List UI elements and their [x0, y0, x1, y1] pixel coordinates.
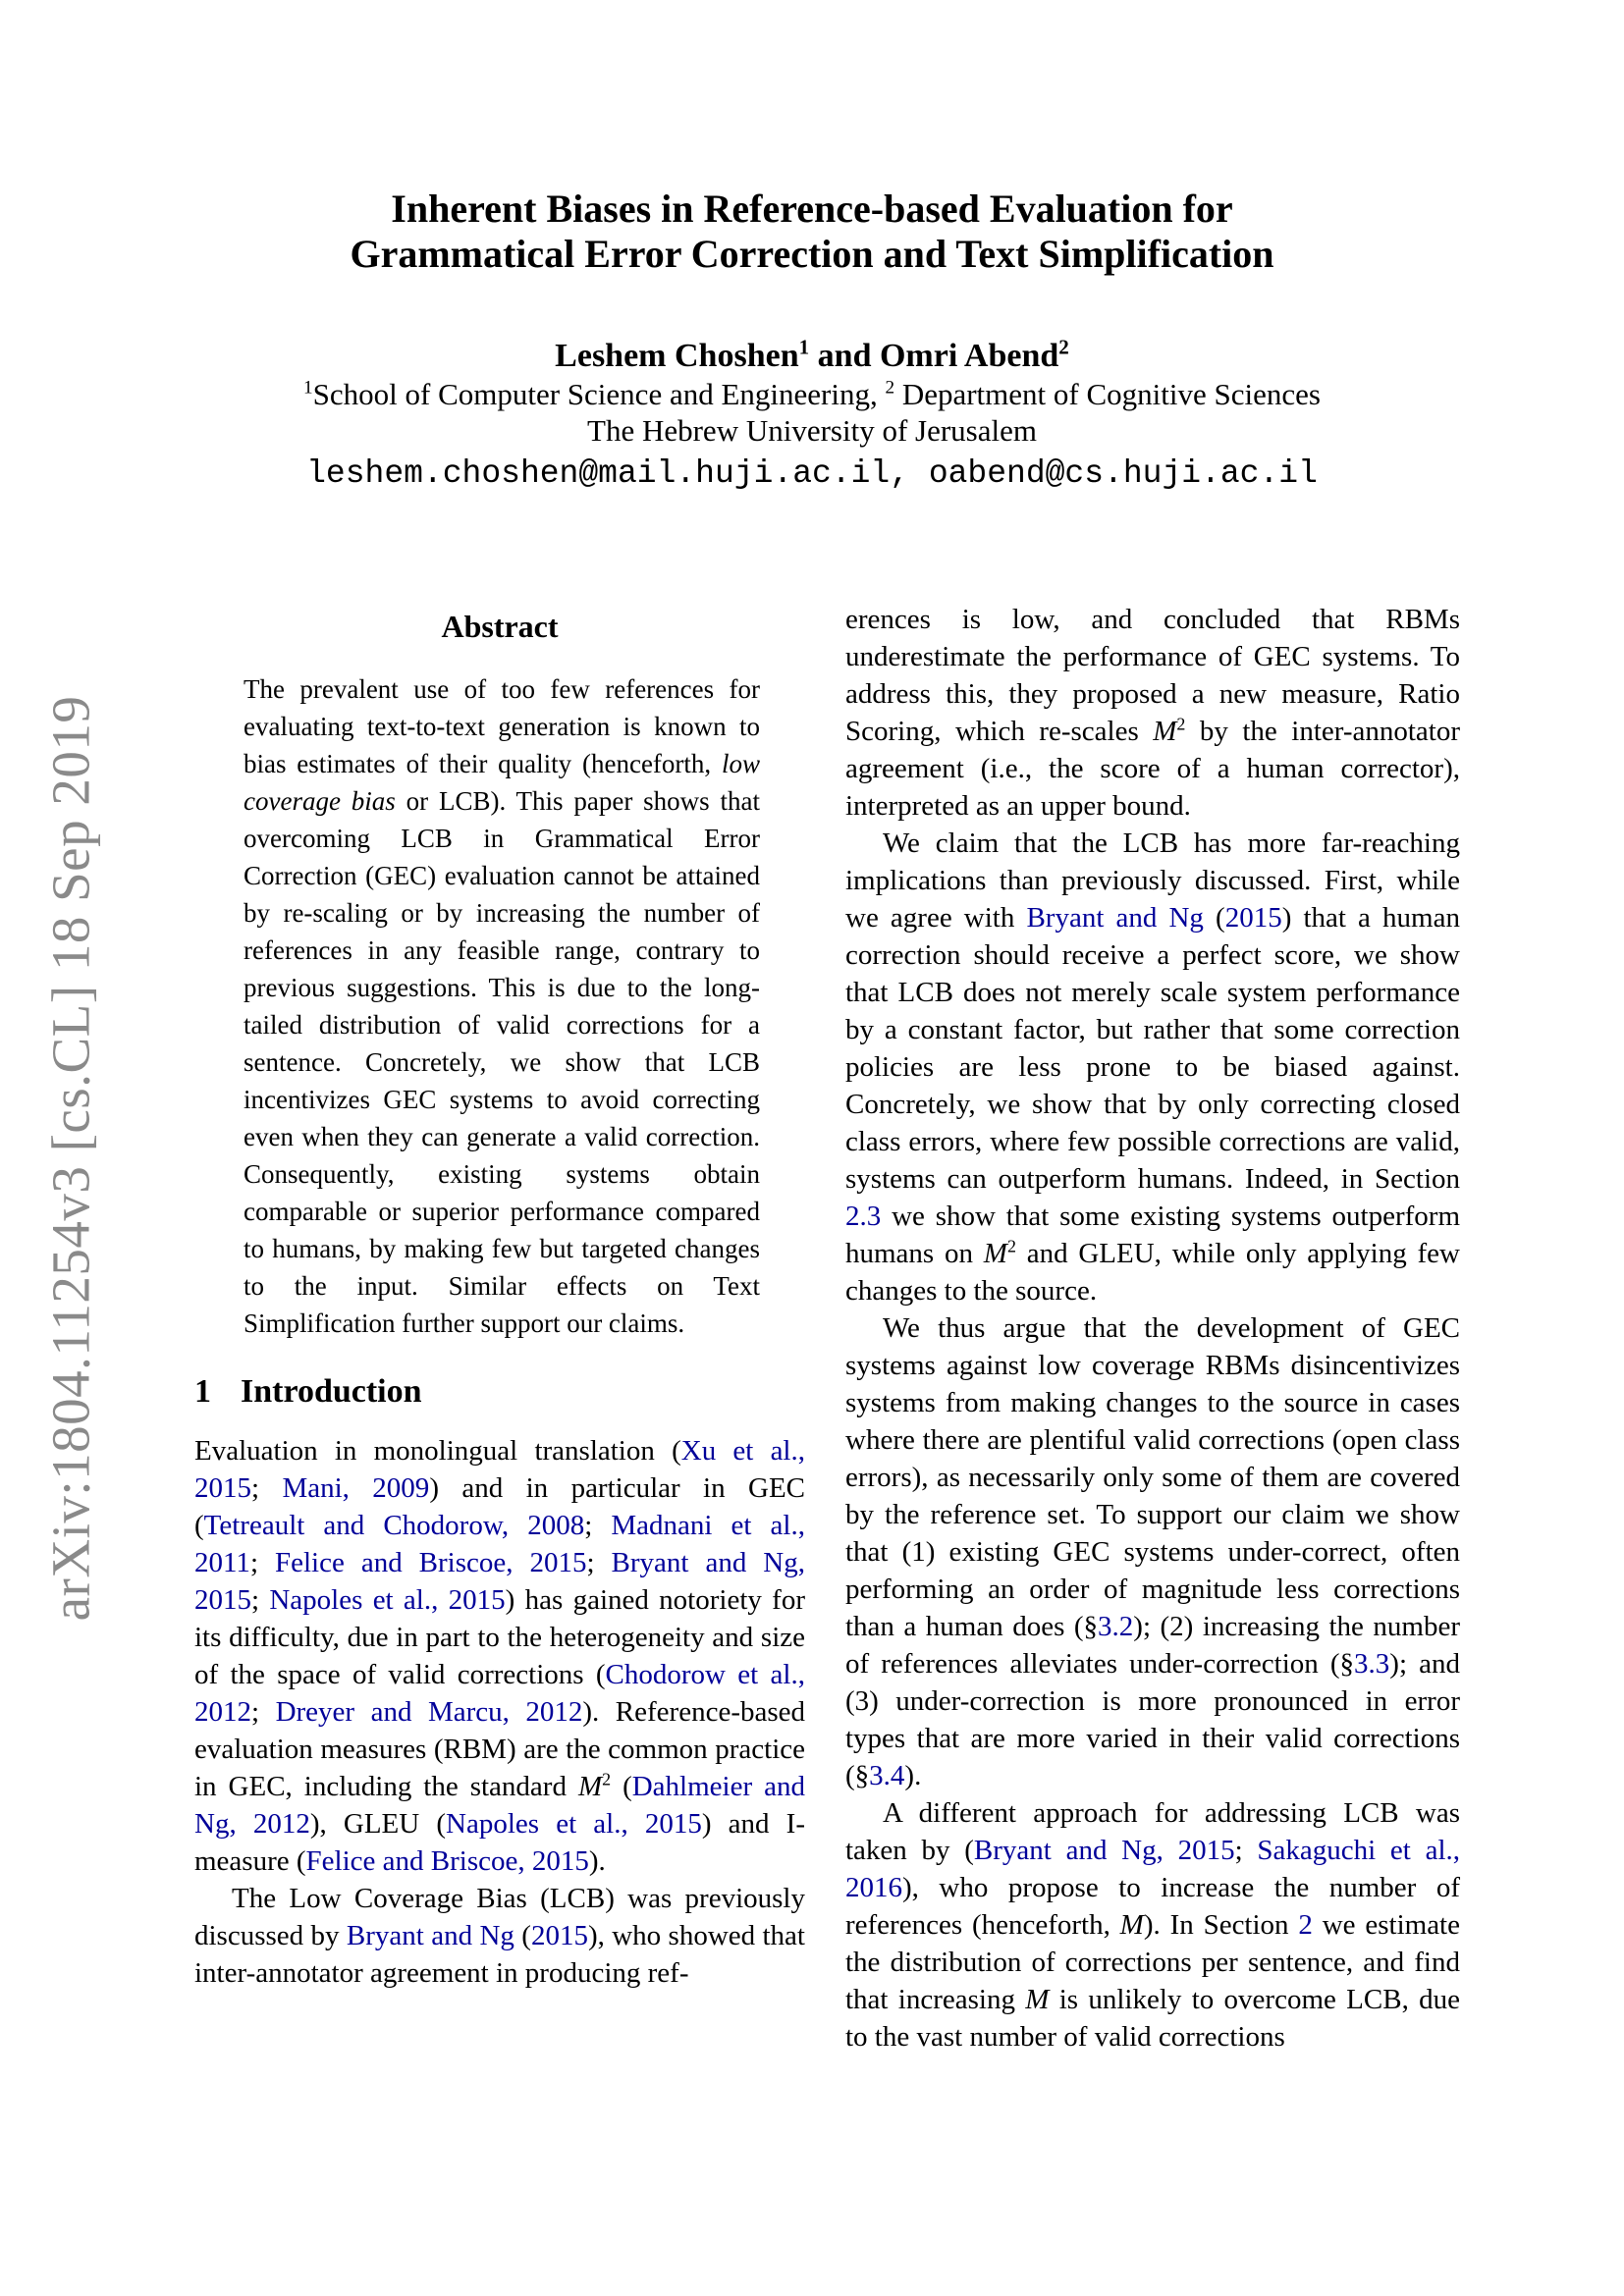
citation-link[interactable]: 3.4: [869, 1760, 905, 1791]
citation-link[interactable]: Felice and Briscoe, 2015: [305, 1845, 589, 1877]
right-paragraph-3: We thus argue that the development of GEC systems against low coverage RBMs disincentivizes systems from making changes to the source in cases where there are plentiful valid corrections (open class errors), as necessarily only some of them are covered by the reference set. To support our claim we show that (1) existing GEC systems under-correct, often performing an order of magnitude less corrections than a human does (§3.2); (2) increasing the number of references alleviates under-correction (§3.3); and (3) under-correction is more pronounced in error types that are more varied in their valid corrections (§3.4).: [845, 1312, 1461, 1791]
math-symbol: M: [1025, 1984, 1050, 2015]
citation-link[interactable]: Dahlmeier and Ng, 2012: [194, 1771, 805, 1840]
right-paragraph-2: We claim that the LCB has more far-reaching implications than previously discussed. First, while we agree with Bryant and Ng (2015) that a human correction should receive a perfect score, we show that LCB does not merely scale system performance by a constant factor, but rather that some correction policies are less prone to be biased against. Concretely, we show that by only correcting closed class errors, where few possible corrections are valid, systems can outperform humans. Indeed, in Section 2.3 we show that some existing systems outperform humans on $M^2$ and GLEU, while only applying few changes to the source.: [845, 828, 1460, 1307]
citation-link[interactable]: Chodorow et al., 2012: [194, 1659, 805, 1728]
citation-link[interactable]: Madnani et al., 2011: [194, 1510, 805, 1578]
citation-link[interactable]: Sakaguchi et al., 2016: [845, 1835, 1460, 1903]
citation-link[interactable]: Dreyer and Marcu, 2012: [275, 1696, 583, 1728]
citation-link[interactable]: 3.3: [1354, 1648, 1390, 1680]
citation-link[interactable]: Mani, 2009: [282, 1472, 430, 1504]
citation-link[interactable]: Bryant and Ng: [346, 1920, 514, 1951]
intro-paragraph-2: The Low Coverage Bias (LCB) was previously discussed by Bryant and Ng (2015), who showed that inter-annotator agreement in producing ref-: [194, 1883, 805, 1989]
emphasis-text: low coverage bias: [244, 749, 760, 816]
authors-line: Leshem Choshen$^1$ and Omri Abend$^2$: [555, 335, 1069, 374]
arxiv-watermark: arXiv:1804.11254v3 [cs.CL] 18 Sep 2019: [40, 695, 101, 1622]
math-symbol: M: [1153, 716, 1177, 747]
paper-title-line2: Grammatical Error Correction and Text Simplification: [350, 232, 1274, 276]
superscript: 2: [602, 1769, 612, 1789]
citation-link[interactable]: Bryant and Ng, 2015: [194, 1547, 805, 1616]
section-number: 1: [194, 1373, 211, 1410]
citation-link[interactable]: Felice and Briscoe, 2015: [274, 1547, 587, 1578]
right-column: [845, 601, 1460, 2056]
abstract-heading: Abstract: [441, 609, 559, 644]
author-emails: leshem.choshen@mail.huji.ac.il, oabend@cs.huji.ac.il: [306, 455, 1318, 492]
right-paragraph-1: erences is low, and concluded that RBMs underestimate the performance of GEC systems. To address this, they proposed a new measure, Ratio Scoring, which re-scales $M^2$ by the inter-annotator agreement (i.e., the score of a human corrector), interpreted as an upper bound.: [845, 604, 1460, 822]
superscript: 2: [1058, 335, 1069, 359]
citation-link[interactable]: Napoles et al., 2015: [446, 1808, 702, 1840]
citation-link[interactable]: Tetreault and Chodorow, 2008: [203, 1510, 585, 1541]
section-heading-introduction: [194, 1373, 805, 1411]
math-symbol: M: [577, 1771, 603, 1802]
superscript: 1: [303, 377, 313, 399]
affiliation-line2: The Hebrew University of Jerusalem: [587, 413, 1037, 448]
citation-link[interactable]: 2015: [1224, 902, 1282, 934]
citation-link[interactable]: 2: [1298, 1909, 1313, 1941]
citation-link[interactable]: Bryant and Ng: [1026, 902, 1204, 934]
abstract-text: The prevalent use of too few references for evaluating text-to-text generation is known to bias estimates of their quality (henceforth, low coverage bias or LCB). This paper shows that overcoming LCB in Grammatical Error Correction (GEC) evaluation cannot be attained by re-scaling or by increasing the number of references in any feasible range, contrary to previous suggestions. This is due to the long-tailed distribution of valid corrections for a sentence. Concretely, we show that LCB incentivizes GEC systems to avoid correcting even when they can generate a valid correction. Consequently, existing systems obtain comparable or superior performance compared to humans, by making few but targeted changes to the input. Similar effects on Text Simplification further support our claims.: [244, 674, 761, 1338]
math-symbol: M: [983, 1238, 1007, 1269]
paper-title-line1: Inherent Biases in Reference-based Evaluation for: [391, 187, 1233, 231]
superscript: 2: [1006, 1236, 1016, 1256]
paper-title: [0, 187, 1624, 277]
intro-paragraph-1: Evaluation in monolingual translation (Xu et al., 2015; Mani, 2009) and in particular in GEC (Tetreault and Chodorow, 2008; Madnani et al., 2011; Felice and Briscoe, 2015; Bryant and Ng, 2015; Napoles et al., 2015) has gained notoriety for its difficulty, due in part to the heterogeneity and size of the space of valid corrections (Chodorow et al., 2012; Dreyer and Marcu, 2012). Reference-based evaluation measures (RBM) are the common practice in GEC, including the standard $M^2$ (Dahlmeier and Ng, 2012), GLEU (Napoles et al., 2015) and I-measure (Felice and Briscoe, 2015).: [194, 1435, 806, 1877]
superscript: 2: [885, 377, 895, 399]
right-paragraph-4: A different approach for addressing LCB was taken by (Bryant and Ng, 2015; Sakaguchi et al., 2016), who propose to increase the number of references (henceforth, M). In Section 2 we estimate the distribution of corrections per sentence, and find that increasing M is unlikely to overcome LCB, due to the vast number of valid corrections: [845, 1797, 1460, 2053]
superscript: 2: [1176, 714, 1186, 734]
section-title: Introduction: [241, 1373, 422, 1410]
affiliation-line1: $^1$School of Computer Science and Engineering, $^2$ Department of Cognitive Sciences: [303, 377, 1321, 411]
superscript: 1: [798, 335, 810, 359]
citation-link[interactable]: Napoles et al., 2015: [269, 1584, 506, 1616]
citation-link[interactable]: 3.2: [1098, 1611, 1134, 1642]
citation-link[interactable]: 2015: [530, 1920, 588, 1951]
citation-link[interactable]: Xu et al., 2015: [194, 1435, 805, 1504]
math-symbol: M: [1119, 1909, 1144, 1941]
left-column: [194, 601, 805, 1992]
citation-link[interactable]: Bryant and Ng, 2015: [973, 1835, 1235, 1866]
citation-link[interactable]: 2.3: [845, 1201, 882, 1232]
